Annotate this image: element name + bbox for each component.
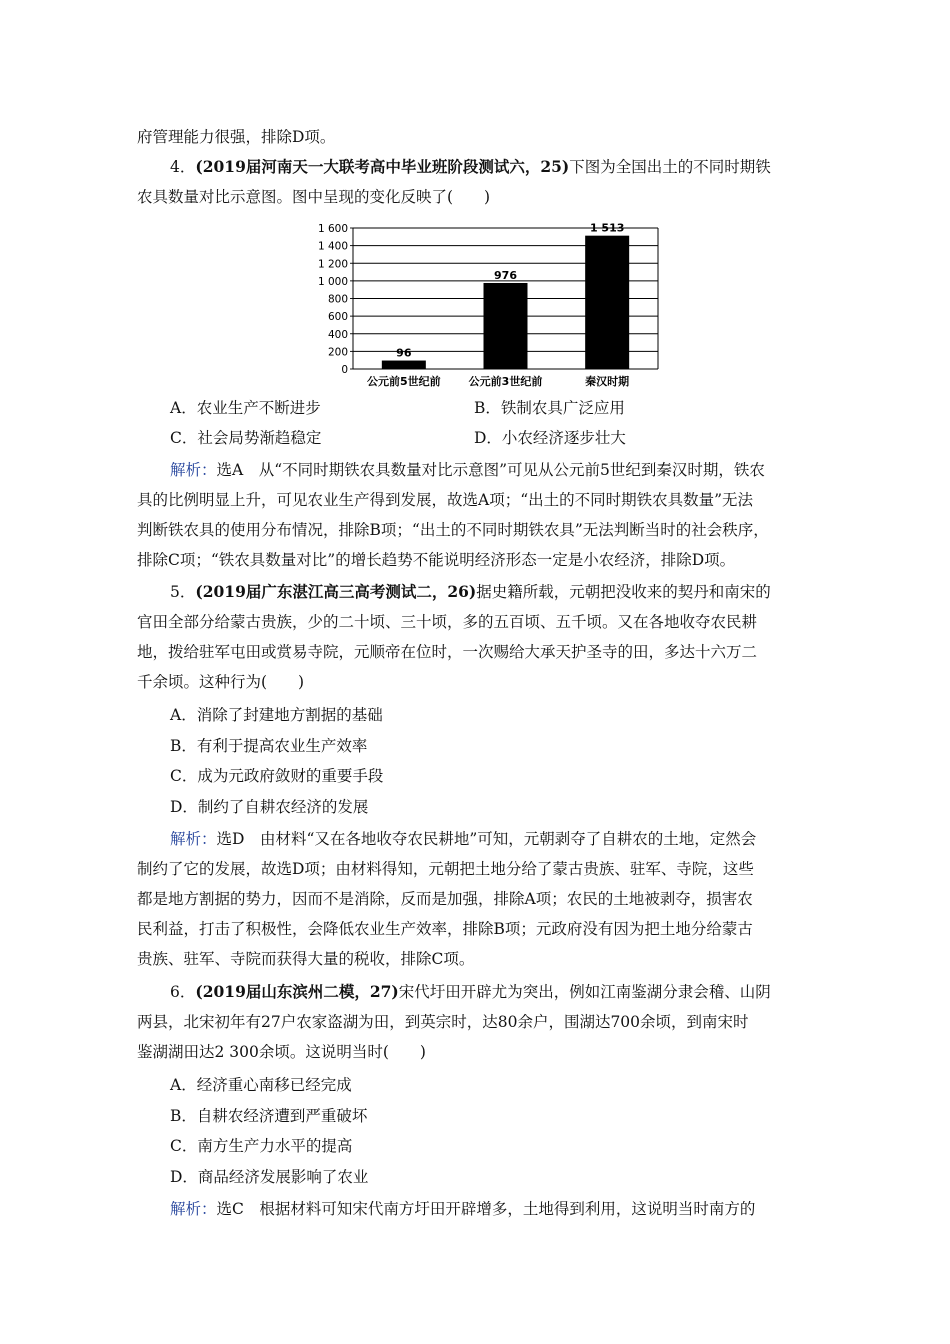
y-tick-label: 600 bbox=[327, 311, 348, 324]
explanation-4-line bbox=[170, 458, 765, 482]
x-tick-label: 秦汉时期 bbox=[585, 375, 630, 388]
question-number: 5． bbox=[170, 583, 196, 601]
question-source: (2019届河南天一大联考高中毕业班阶段测试六，25) bbox=[195, 157, 570, 176]
explanation-6-line bbox=[170, 1197, 755, 1221]
question-6-stem bbox=[170, 980, 771, 1004]
explanation-4-line: 判断铁农具的使用分布情况，排除B项；“出土的不同时期铁农具”无法判断当时的社会秩序， bbox=[137, 521, 769, 539]
bar bbox=[585, 236, 629, 369]
explanation-label: 解析： bbox=[170, 461, 217, 479]
option-d: D．小农经济逐步壮大 bbox=[474, 429, 626, 447]
question-source: (2019届广东湛江高三高考测试二，26) bbox=[195, 582, 477, 601]
option-b: B．铁制农具广泛应用 bbox=[474, 399, 625, 417]
question-text: 宋代圩田开辟尤为突出，例如江南鉴湖分隶会稽、山阴 bbox=[398, 983, 771, 1001]
y-tick-label: 800 bbox=[327, 293, 348, 306]
explanation-5-line: 民利益，打击了积极性，会降低农业生产效率，排除B项；元政府没有因为把土地分给蒙古 bbox=[137, 920, 753, 938]
question-number: 6． bbox=[170, 983, 196, 1001]
y-tick-label: 1 400 bbox=[317, 240, 348, 253]
explanation-text: 选C 根据材料可知宋代南方圩田开辟增多，土地得到利用，这说明当时南方的 bbox=[216, 1200, 756, 1218]
x-tick-label: 公元前5世纪前 bbox=[367, 375, 441, 388]
option-d: D．制约了自耕农经济的发展 bbox=[170, 798, 369, 816]
text-line: 千余顷。这种行为( ) bbox=[137, 673, 305, 691]
x-axis-labels bbox=[367, 374, 629, 388]
explanation-label: 解析： bbox=[170, 1200, 217, 1218]
bar-value-label: 976 bbox=[494, 268, 517, 282]
text-line: 府管理能力很强，排除D项。 bbox=[137, 128, 336, 146]
option-b: B．有利于提高农业生产效率 bbox=[170, 737, 368, 755]
y-axis-ticks bbox=[318, 223, 353, 376]
option-a: A．消除了封建地方割据的基础 bbox=[170, 706, 383, 724]
question-number: 4． bbox=[170, 158, 196, 176]
option-c: C．成为元政府敛财的重要手段 bbox=[170, 767, 384, 785]
option-b: B．自耕农经济遭到严重破坏 bbox=[170, 1107, 368, 1125]
question-5-stem bbox=[170, 580, 771, 604]
question-4-stem bbox=[170, 155, 771, 179]
y-tick-label: 1 000 bbox=[317, 275, 348, 288]
question-text: 据史籍所载，元朝把没收来的契丹和南宋的 bbox=[476, 583, 771, 601]
option-c: C．社会局势渐趋稳定 bbox=[170, 429, 322, 447]
explanation-label: 解析： bbox=[170, 830, 217, 848]
chart-bars bbox=[382, 222, 629, 369]
y-tick-label: 400 bbox=[327, 328, 348, 341]
bar bbox=[484, 283, 528, 369]
x-tick-label: 公元前3世纪前 bbox=[468, 375, 543, 388]
explanation-5-line: 制约了它的发展，故选D项；由材料得知，元朝把土地分给了蒙古贵族、驻军、寺院，这些 bbox=[137, 860, 754, 878]
option-d: D．商品经济发展影响了农业 bbox=[170, 1168, 369, 1186]
y-tick-label: 0 bbox=[341, 364, 348, 376]
bar-value-label: 1 513 bbox=[589, 221, 625, 235]
y-tick-label: 200 bbox=[327, 346, 348, 359]
text-line: 地，拨给驻军屯田或赏易寺院，元顺帝在位时，一次赐给大承天护圣寺的田，多达十六万二 bbox=[137, 643, 758, 661]
explanation-5-line: 都是地方割据的势力，因而不是消除，反而是加强，排除A项；农民的土地被剥夺，损害农 bbox=[137, 890, 753, 908]
bar-value-label: 96 bbox=[396, 346, 412, 360]
option-a: A．农业生产不断进步 bbox=[170, 399, 321, 417]
y-tick-label: 1 600 bbox=[317, 223, 348, 235]
explanation-4-line: 具的比例明显上升，可见农业生产得到发展，故选A项；“出土的不同时期铁农具数量”无法 bbox=[137, 491, 754, 509]
explanation-5-line: 贵族、驻军、寺院而获得大量的税收，排除C项。 bbox=[137, 950, 475, 968]
text-line: 官田全部分给蒙古贵族，少的二十顷、三十顷，多的五百顷、五千顷。又在各地收夺农民耕 bbox=[137, 613, 758, 631]
bar-chart bbox=[306, 220, 662, 392]
option-a: A．经济重心南移已经完成 bbox=[170, 1076, 352, 1094]
y-tick-label: 1 200 bbox=[317, 258, 348, 271]
text-line: 鉴湖湖田达2 300余顷。这说明当时( ) bbox=[137, 1043, 426, 1061]
explanation-4-line: 排除C项；“铁农具数量对比”的增长趋势不能说明经济形态一定是小农经济，排除D项。 bbox=[137, 551, 736, 569]
question-text: 下图为全国出土的不同时期铁 bbox=[569, 158, 771, 176]
text-line: 两县，北宋初年有27户农家盗湖为田，到英宗时，达80余户，围湖达700余顷，到南宋时 bbox=[137, 1013, 749, 1031]
bar bbox=[382, 361, 426, 369]
option-c: C．南方生产力水平的提高 bbox=[170, 1137, 353, 1155]
explanation-5-line bbox=[170, 827, 756, 851]
text-line: 农具数量对比示意图。图中呈现的变化反映了( ) bbox=[137, 188, 491, 206]
explanation-text: 选A 从“不同时期铁农具数量对比示意图”可见从公元前5世纪到秦汉时期，铁农 bbox=[216, 461, 765, 479]
question-source: (2019届山东滨州二模，27) bbox=[195, 982, 399, 1001]
explanation-text: 选D 由材料“又在各地收夺农民耕地”可知，元朝剥夺了自耕农的土地，定然会 bbox=[216, 830, 757, 848]
